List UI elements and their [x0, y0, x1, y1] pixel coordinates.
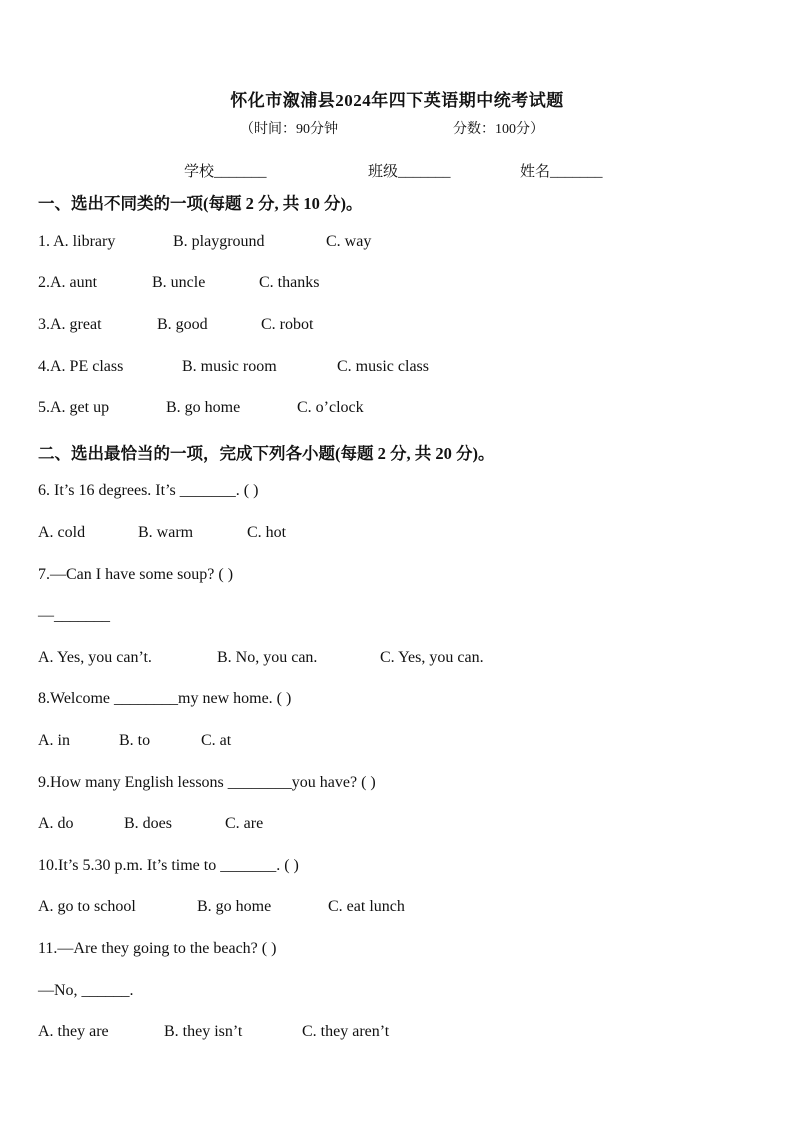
- question-5: [38, 399, 364, 417]
- exam-time: （时间：90分钟: [240, 122, 338, 137]
- question-2: [38, 274, 320, 292]
- q9-option-b: B. does: [124, 815, 172, 832]
- question-9-options: [38, 815, 264, 833]
- question-7-options: [38, 649, 484, 667]
- section1-heading: 一、选出不同类的一项(每题 2 分, 共 10 分)。: [38, 194, 363, 213]
- question-10-stem: 10.It’s 5.30 p.m. It’s time to _______. ( ): [38, 857, 299, 874]
- question-11-reply: —No, ______.: [38, 982, 134, 999]
- q10-option-b: B. go home: [197, 898, 272, 915]
- question-4: [38, 358, 429, 376]
- q10-option-c: C. eat lunch: [328, 898, 405, 915]
- school-field: 学校_______: [184, 164, 267, 180]
- q11-option-b: B. they isn’t: [164, 1023, 243, 1040]
- q8-option-c: C. at: [201, 732, 232, 749]
- question-10-options: [38, 898, 405, 916]
- question-9-stem: 9.How many English lessons ________you have? ( ): [38, 774, 376, 791]
- q4-option-b: B. music room: [182, 358, 277, 375]
- q6-option-c: C. hot: [247, 524, 287, 541]
- q3-option-a: 3.A. great: [38, 316, 102, 333]
- q6-option-a: A. cold: [38, 524, 86, 541]
- q6-option-b: B. warm: [138, 524, 194, 541]
- q9-option-a: A. do: [38, 815, 74, 832]
- class-field: 班级_______: [368, 164, 451, 180]
- q8-option-a: A. in: [38, 732, 70, 749]
- q3-option-b: B. good: [157, 316, 208, 333]
- question-6-options: [38, 524, 287, 542]
- q10-option-a: A. go to school: [38, 898, 136, 915]
- question-11-stem: 11.—Are they going to the beach? ( ): [38, 940, 277, 957]
- q11-option-c: C. they aren’t: [302, 1023, 390, 1040]
- question-6-stem: 6. It’s 16 degrees. It’s _______. ( ): [38, 482, 259, 499]
- q2-option-b: B. uncle: [152, 274, 206, 291]
- q1-option-a: 1. A. library: [38, 233, 116, 250]
- q2-option-a: 2.A. aunt: [38, 274, 98, 291]
- q5-option-a: 5.A. get up: [38, 399, 110, 416]
- q2-option-c: C. thanks: [259, 274, 320, 291]
- q5-option-b: B. go home: [166, 399, 241, 416]
- section2-heading: 二、选出最恰当的一项，完成下列各小题(每题 2 分, 共 20 分)。: [38, 444, 495, 463]
- q5-option-c: C. o’clock: [297, 399, 364, 416]
- exam-title: 怀化市溆浦县2024年四下英语期中统考试题: [230, 91, 564, 110]
- exam-score: 分数：100分）: [453, 122, 544, 137]
- question-8-options: [38, 732, 232, 750]
- question-11-options: [38, 1023, 390, 1041]
- q7-option-c: C. Yes, you can.: [380, 649, 484, 666]
- q4-option-a: 4.A. PE class: [38, 358, 124, 375]
- question-8-stem: 8.Welcome ________my new home. ( ): [38, 690, 292, 707]
- q3-option-c: C. robot: [261, 316, 314, 333]
- question-7-reply: —_______: [38, 607, 110, 624]
- question-3: [38, 316, 314, 334]
- q1-option-c: C. way: [326, 233, 372, 250]
- q9-option-c: C. are: [225, 815, 264, 832]
- q8-option-b: B. to: [119, 732, 151, 749]
- name-field: 姓名_______: [520, 164, 603, 180]
- q1-option-b: B. playground: [173, 233, 265, 250]
- q7-option-b: B. No, you can.: [217, 649, 318, 666]
- question-1: [38, 233, 372, 251]
- question-7-stem: 7.—Can I have some soup? ( ): [38, 566, 234, 583]
- q4-option-c: C. music class: [337, 358, 429, 375]
- q11-option-a: A. they are: [38, 1023, 109, 1040]
- q7-option-a: A. Yes, you can’t.: [38, 649, 152, 666]
